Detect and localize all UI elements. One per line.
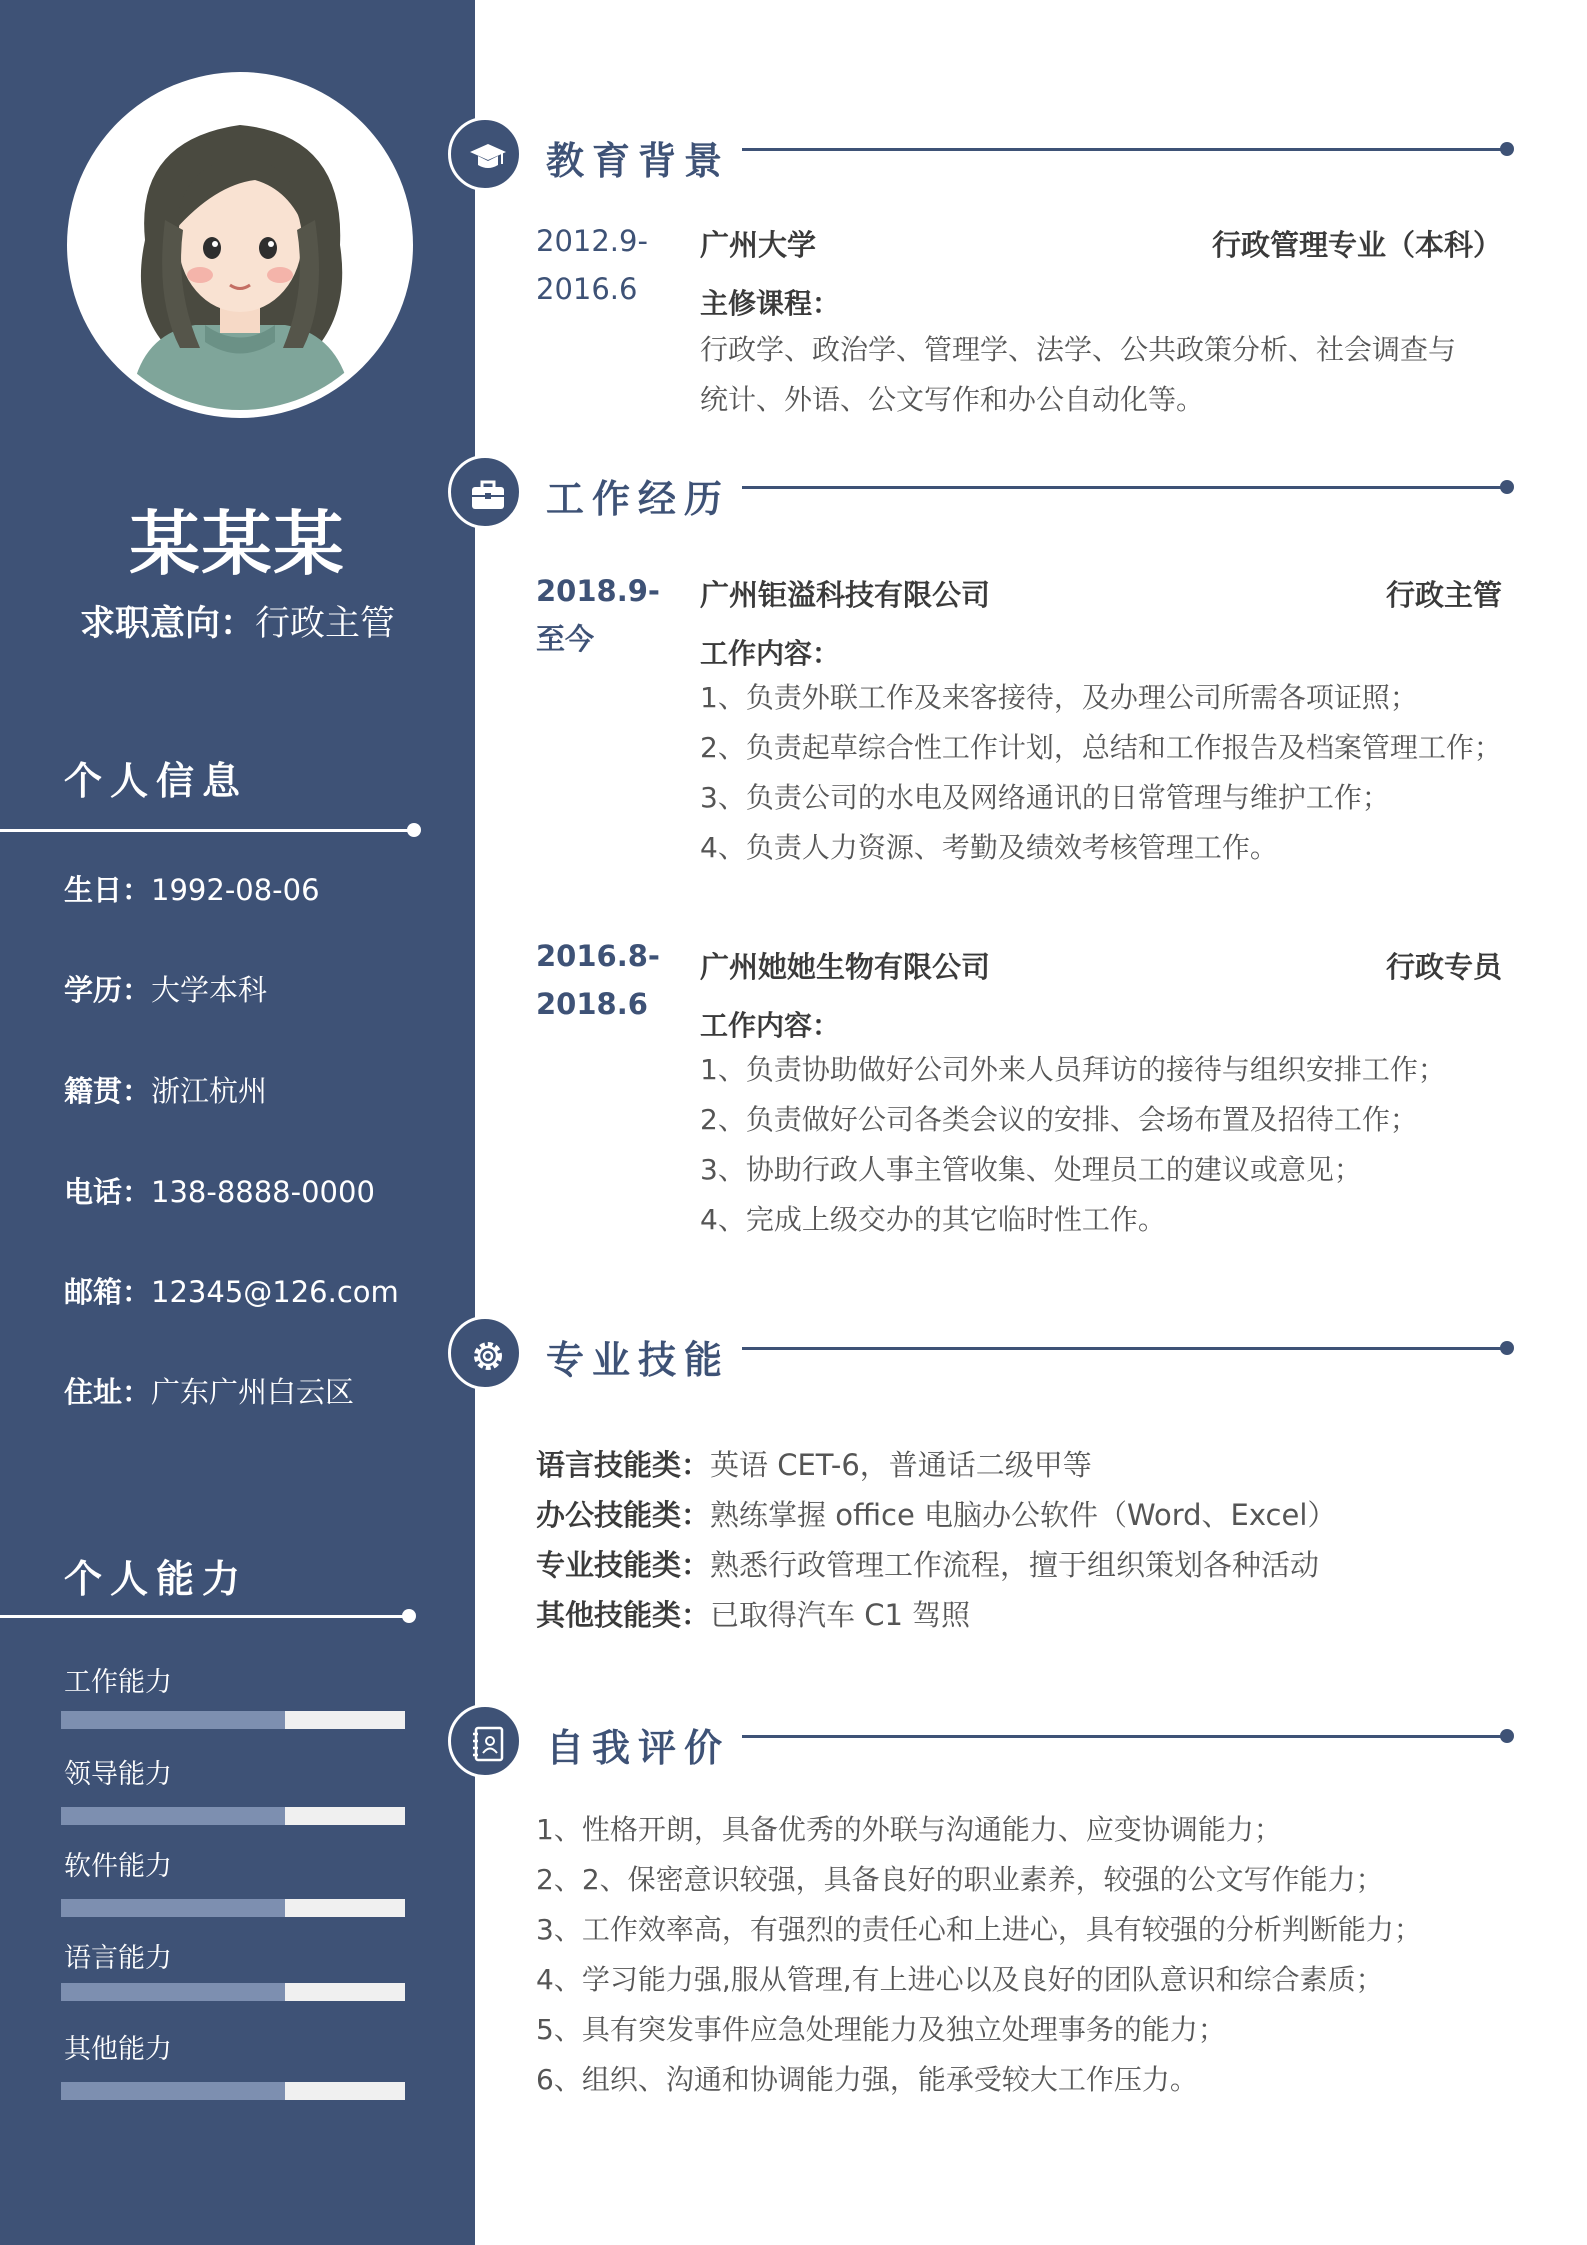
duty-item: 1、负责外联工作及来客接待，及办理公司所需各项证照； [700, 681, 1418, 714]
info-email [64, 1270, 399, 1311]
education-section-title: 教育背景 [546, 139, 731, 183]
info-value: 138-8888-0000 [151, 1175, 375, 1209]
job-date [536, 932, 660, 1028]
ability-bar-fill [61, 1807, 285, 1825]
job-position: 行政主管 [1385, 578, 1502, 612]
ability-label: 领导能力 [64, 1759, 172, 1790]
info-label: 生日： [64, 873, 152, 907]
ability-label: 语言能力 [64, 1943, 172, 1974]
skills-section-title: 专业技能 [546, 1338, 731, 1382]
self-eval-item: 3、工作效率高，有强烈的责任心和上进心，具有较强的分析判断能力； [536, 1913, 1422, 1946]
courses-label: 主修课程： [700, 287, 841, 320]
info-label: 学历： [64, 973, 152, 1007]
school-name: 广州大学 [700, 228, 817, 262]
self-eval-item: 2、2、保密意识较强，具备良好的职业素养，较强的公文写作能力； [536, 1863, 1384, 1896]
profile-book-icon [448, 1704, 522, 1778]
skill-detail: 熟悉行政管理工作流程，擅于组织策划各种活动 [710, 1548, 1320, 1582]
date-start: 2016.8- [536, 939, 660, 973]
skills-section-rule [742, 1347, 1504, 1350]
work-content-label: 工作内容： [700, 637, 841, 670]
job-intent-value: 行政主管 [255, 604, 396, 644]
date-end: 2016.6 [536, 272, 638, 306]
work-section-rule-dot [1500, 480, 1514, 494]
info-value: 1992-08-06 [151, 873, 320, 907]
ability-label: 软件能力 [64, 1851, 172, 1882]
skill-detail: 已取得汽车 C1 驾照 [710, 1598, 971, 1632]
personal-info-heading: 个人信息 [64, 759, 249, 803]
skill-category: 语言技能类： [536, 1448, 711, 1482]
ability-bar-fill [61, 1983, 285, 2001]
ability-bar [61, 2082, 405, 2100]
skill-item [536, 1493, 1336, 1534]
education-date [536, 217, 648, 313]
personal-info-divider-dot [407, 823, 421, 837]
duty-item: 3、负责公司的水电及网络通讯的日常管理与维护工作； [700, 781, 1390, 814]
avatar [67, 72, 413, 418]
skill-detail: 英语 CET-6，普通话二级甲等 [710, 1448, 1092, 1482]
ability-bar-fill [61, 1899, 285, 1917]
info-birthday [64, 868, 320, 909]
duty-list [700, 673, 1502, 873]
job-intent [0, 596, 475, 646]
work-section-rule [742, 486, 1504, 489]
date-start: 2018.9- [536, 574, 660, 608]
skill-detail: 熟练掌握 office 电脑办公软件（Word、Excel） [710, 1498, 1337, 1532]
work-section-title: 工作经历 [546, 477, 731, 521]
self-eval-section-title: 自我评价 [546, 1726, 731, 1770]
duty-item: 4、负责人力资源、考勤及绩效考核管理工作。 [700, 831, 1278, 864]
education-section-rule [742, 148, 1504, 151]
skill-item [536, 1593, 970, 1634]
info-label: 电话： [64, 1175, 152, 1209]
courses-line: 行政学、政治学、管理学、法学、公共政策分析、社会调查与 [700, 333, 1457, 366]
courses-list [700, 325, 1456, 425]
duty-item: 1、负责协助做好公司外来人员拜访的接待与组织安排工作； [700, 1053, 1446, 1086]
ability-label: 其他能力 [64, 2034, 172, 2065]
company-name: 广州她她生物有限公司 [700, 950, 991, 984]
avatar-illustration [75, 80, 405, 410]
ability-bar [61, 1807, 405, 1825]
abilities-divider-dot [402, 1609, 416, 1623]
date-end: 至今 [536, 622, 595, 656]
date-end: 2018.6 [536, 987, 648, 1021]
duty-item: 2、负责起草综合性工作计划，总结和工作报告及档案管理工作； [700, 731, 1502, 764]
abilities-heading: 个人能力 [64, 1557, 249, 1601]
job-intent-label: 求职意向： [79, 604, 255, 644]
duty-list [700, 1045, 1446, 1245]
courses-line: 统计、外语、公文写作和办公自动化等。 [700, 383, 1205, 416]
skills-section-rule-dot [1500, 1341, 1514, 1355]
self-eval-section-rule-dot [1500, 1729, 1514, 1743]
duty-item: 2、负责做好公司各类会议的安排、会场布置及招待工作； [700, 1103, 1418, 1136]
info-address [64, 1370, 354, 1411]
graduation-cap-icon [448, 117, 522, 191]
education-section-rule-dot [1500, 142, 1514, 156]
personal-info-divider [0, 829, 412, 832]
info-value: 浙江杭州 [151, 1074, 268, 1108]
info-value: 广东广州白云区 [151, 1375, 355, 1409]
duty-item: 3、协助行政人事主管收集、处理员工的建议或意见； [700, 1153, 1362, 1186]
info-phone [64, 1170, 375, 1211]
info-value: 大学本科 [151, 973, 268, 1007]
briefcase-icon [448, 455, 522, 529]
info-label: 住址： [64, 1375, 152, 1409]
ability-bar-fill [61, 2082, 285, 2100]
date-start: 2012.9- [536, 224, 648, 258]
skill-category: 其他技能类： [536, 1598, 711, 1632]
gear-icon [448, 1316, 522, 1390]
info-label: 邮箱： [64, 1275, 152, 1309]
sidebar [0, 0, 475, 2245]
work-content-label: 工作内容： [700, 1009, 841, 1042]
ability-bar [61, 1899, 405, 1917]
ability-label: 工作能力 [64, 1667, 172, 1698]
company-name: 广州钜溢科技有限公司 [700, 578, 991, 612]
job-date [536, 567, 660, 663]
self-eval-list [536, 1805, 1422, 2105]
abilities-divider [0, 1615, 408, 1618]
info-label: 籍贯： [64, 1074, 152, 1108]
skill-item [536, 1543, 1319, 1584]
skill-item [536, 1443, 1092, 1484]
ability-bar-fill [61, 1711, 285, 1729]
major: 行政管理专业（本科） [1211, 228, 1502, 262]
skill-category: 办公技能类： [536, 1498, 711, 1532]
duty-item: 4、完成上级交办的其它临时性工作。 [700, 1203, 1166, 1236]
self-eval-item: 6、组织、沟通和协调能力强，能承受较大工作压力。 [536, 2063, 1198, 2096]
info-education [64, 968, 267, 1009]
self-eval-section-rule [742, 1735, 1504, 1738]
info-value: 12345@126.com [151, 1275, 399, 1309]
self-eval-item: 4、学习能力强,服从管理,有上进心以及良好的团队意识和综合素质； [536, 1963, 1384, 1996]
skill-category: 专业技能类： [536, 1548, 711, 1582]
candidate-name: 某某某 [129, 503, 346, 585]
ability-bar [61, 1983, 405, 2001]
job-position: 行政专员 [1385, 950, 1502, 984]
info-hometown [64, 1069, 267, 1110]
self-eval-item: 1、性格开朗，具备优秀的外联与沟通能力、应变协调能力； [536, 1813, 1282, 1846]
self-eval-item: 5、具有突发事件应急处理能力及独立处理事务的能力； [536, 2013, 1226, 2046]
ability-bar [61, 1711, 405, 1729]
